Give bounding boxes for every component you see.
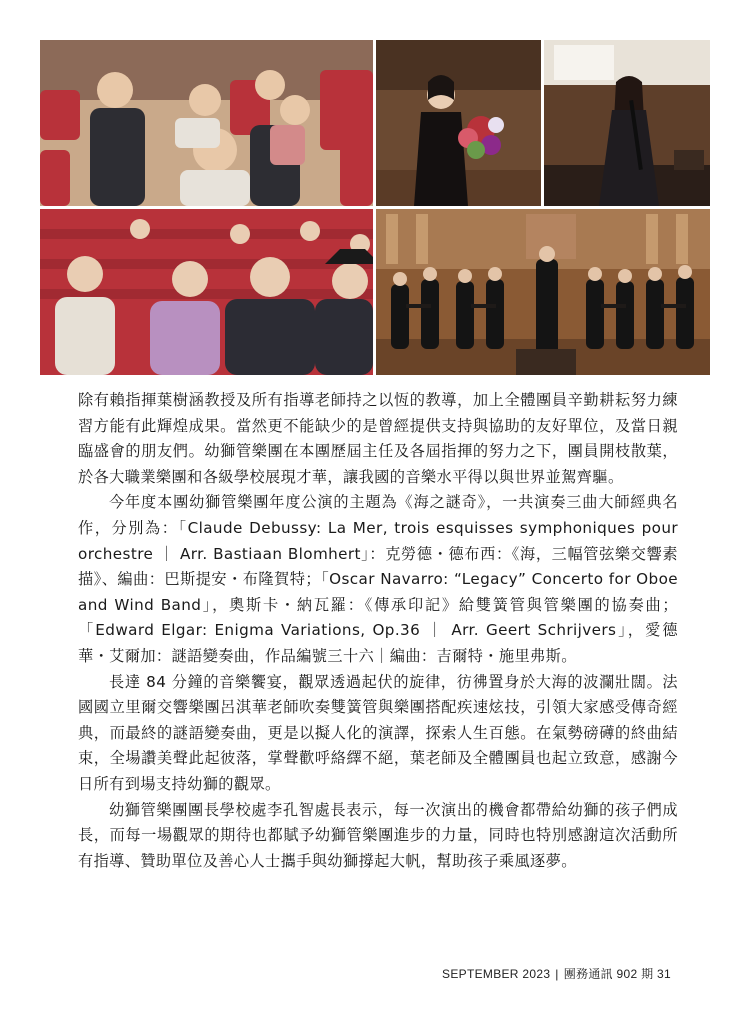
oboe-soloist-photo xyxy=(544,40,710,206)
article-paragraph: 除有賴指揮葉樹涵教授及所有指導老師持之以恆的教導，加上全體團員辛勤耕耘努力練習方能有此輝煌成果。當然更不能缺少的是曾經提供支持與協助的友好單位，及當日親臨盛會的朋友們。幼獅管樂團在本團歷屆主任及各屆指揮的努力之下，團員開枝散葉，於各大職業樂團和各級學校展現才華，讓我國的音樂水平得以與世界並駕齊驅。 xyxy=(78,391,678,486)
publication-page: 團務通訊 902 期 31 xyxy=(563,967,671,981)
footer-separator: | xyxy=(555,967,559,981)
page-footer xyxy=(442,965,671,982)
soloist-with-bouquet-photo xyxy=(376,40,541,206)
orchestra-conductor-photo xyxy=(376,209,710,375)
audience-photo-2 xyxy=(40,209,373,375)
article-body xyxy=(78,388,678,874)
photo-collage xyxy=(40,40,710,375)
article-paragraph: 長達 84 分鐘的音樂饗宴，觀眾透過起伏的旋律，彷彿置身於大海的波瀾壯闊。法國國立里爾交響樂團呂淇華老師吹奏雙簧管與樂團搭配疾速炫技，引領大家感受傳奇經典，而最終的謎語變奏曲，更是以擬人化的演譯，探索人生百態。在氣勢磅礡的終曲結束，全場讚美聲此起彼落，掌聲歡呼絡繹不絕，葉老師及全體團員也起立致意，感謝今日所有到場支持幼獅的觀眾。 xyxy=(78,672,678,793)
audience-photo-1 xyxy=(40,40,373,206)
article-paragraph: 幼獅管樂團團長學校處李孔智處長表示，每一次演出的機會都帶給幼獅的孩子們成長，而每一場觀眾的期待也都賦予幼獅管樂團進步的力量，同時也特別感謝這次活動所有指導、贊助單位及善心人士攜手與幼獅撐起大帆，幫助孩子乘風逐夢。 xyxy=(78,800,678,870)
article-paragraph: 今年度本團幼獅管樂團年度公演的主題為《海之謎奇》，一共演奏三曲大師經典名作，分別為：「Claude Debussy: La Mer, trois esquisses symphoniques pour orchestre ｜ Arr. Bastiaan Blomhert」：克勞德・德布西：《海，三幅管弦樂交響素描》、編曲：巴斯提安・布隆賀特；「Oscar Navarro: “Legacy” Concerto for Oboe and Wind Band」，奧斯卡・納瓦羅：《傳承印記》給雙簧管與管樂團的協奏曲；「Edward Elgar: Enigma Variations, Op.36 ｜ Arr. Geert Schrijvers」，愛德華・艾爾加：謎語變奏曲，作品編號三十六｜編曲：吉爾特・施里弗斯。 xyxy=(78,493,678,665)
issue-date: SEPTEMBER 2023 xyxy=(442,967,551,981)
